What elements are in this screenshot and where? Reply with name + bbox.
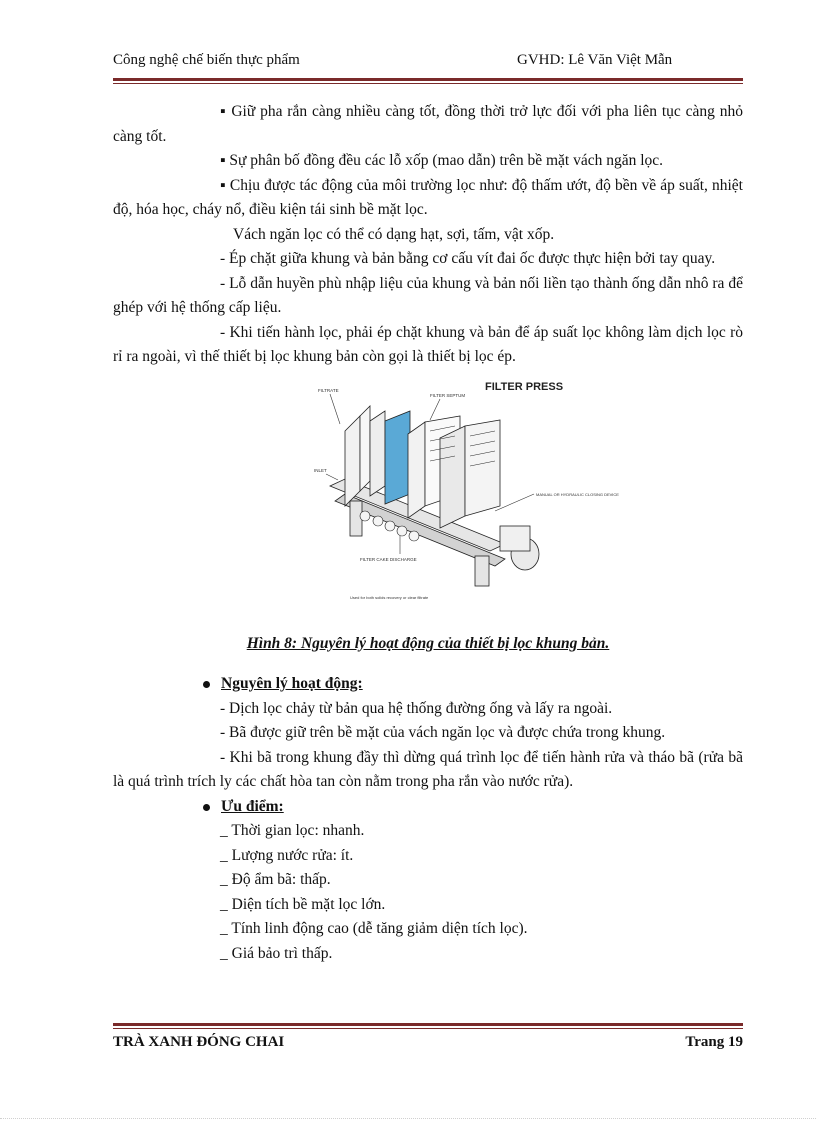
label-filter-septum: FILTER SEPTUM	[430, 392, 466, 398]
advantage-item: _ Diện tích bề mặt lọc lớn.	[220, 895, 386, 913]
page-footer	[113, 1034, 743, 1051]
principle-item: - Dịch lọc chảy từ bản qua hệ thống đường ống và lấy ra ngoài.	[220, 699, 613, 717]
label-inlet: INLET	[314, 467, 327, 473]
advantages-section	[113, 795, 743, 967]
page-edge-divider	[0, 1118, 816, 1119]
blue-filter-plate	[385, 411, 410, 504]
principle-heading	[113, 672, 743, 697]
paragraph: ▪ Sự phân bố đồng đều các lỗ xốp (mao dẫn) trên bề mặt vách ngăn lọc.	[220, 152, 664, 169]
filter-press-figure	[290, 376, 619, 616]
principle-section	[113, 672, 743, 795]
paragraph: ▪ Giữ pha rắn càng nhiều càng tốt, đồng thời trở lực đối với pha liên tục càng nhỏ càng tốt.	[113, 103, 743, 145]
page-header	[113, 52, 742, 76]
paragraph: - Lỗ dẫn huyền phù nhập liệu của khung và bản nối liền tạo thành ống dẫn nhô ra để ghép với hệ thống cấp liệu.	[113, 274, 743, 316]
page-body	[113, 100, 743, 966]
advantages-heading	[113, 795, 743, 820]
figure-title: FILTER PRESS	[485, 380, 564, 393]
figure-caption: Hình 8: Nguyên lý hoạt động của thiết bị lọc khung bản.	[246, 634, 610, 652]
principle-heading-text: Nguyên lý hoạt động:	[221, 675, 363, 692]
bullet-dot-icon	[203, 681, 210, 688]
paragraph: ▪ Chịu được tác động của môi trường lọc như: độ thấm ướt, độ bền về áp suất, nhiệt độ, hóa học, cháy nổ, điều kiện tái sinh bề mặt lọc.	[113, 176, 743, 218]
footer-rule	[113, 1023, 743, 1029]
label-closing-device: MANUAL OR HYDRAULIC CLOSING DEVICE	[536, 491, 619, 497]
header-rule	[113, 78, 743, 84]
paragraph: - Ép chặt giữa khung và bản bằng cơ cấu vít đai ốc được thực hiện bởi tay quay.	[220, 250, 716, 267]
paragraph: - Khi tiến hành lọc, phải ép chặt khung và bản để áp suất lọc không làm dịch lọc rò rỉ ra ngoài, vì thế thiết bị lọc khung bản còn gọi là thiết bị lọc ép.	[113, 323, 743, 365]
principle-item: - Bã được giữ trên bề mặt của vách ngăn lọc và được chứa trong khung.	[220, 724, 666, 741]
page-number: Trang 19	[685, 1034, 743, 1050]
header-instructor: GVHD: Lê Văn Việt Mẫn	[517, 52, 673, 68]
label-note: Used for both solids recovery or clear filtrate	[350, 594, 429, 600]
bullet-dot-icon	[203, 804, 210, 811]
advantages-heading-text: Ưu điểm:	[221, 797, 284, 815]
principle-item: - Khi bã trong khung đầy thì dừng quá trình lọc để tiến hành rửa và tháo bã (rửa bã là quá trình trích ly các chất hòa tan còn nằm trong pha rắn vào nước rửa).	[113, 748, 743, 790]
advantage-item: _ Độ ẩm bã: thấp.	[220, 871, 331, 888]
header-course: Công nghệ chế biến thực phẩm	[113, 52, 300, 68]
label-cake-discharge: FILTER CAKE DISCHARGE	[360, 556, 417, 562]
filter-press-illustration	[290, 376, 619, 616]
label-filtrate: FILTRATE	[318, 387, 339, 393]
advantage-item: _ Thời gian lọc: nhanh.	[220, 822, 365, 839]
advantage-item: _ Giá bảo trì thấp.	[220, 944, 333, 962]
advantage-item: _ Tính linh động cao (dễ tăng giảm diện tích lọc).	[220, 920, 528, 937]
footer-title: TRÀ XANH ĐÓNG CHAI	[113, 1034, 285, 1050]
advantage-item: _ Lượng nước rửa: ít.	[220, 846, 354, 864]
paragraph: Vách ngăn lọc có thể có dạng hạt, sợi, tấm, vật xốp.	[233, 225, 555, 243]
